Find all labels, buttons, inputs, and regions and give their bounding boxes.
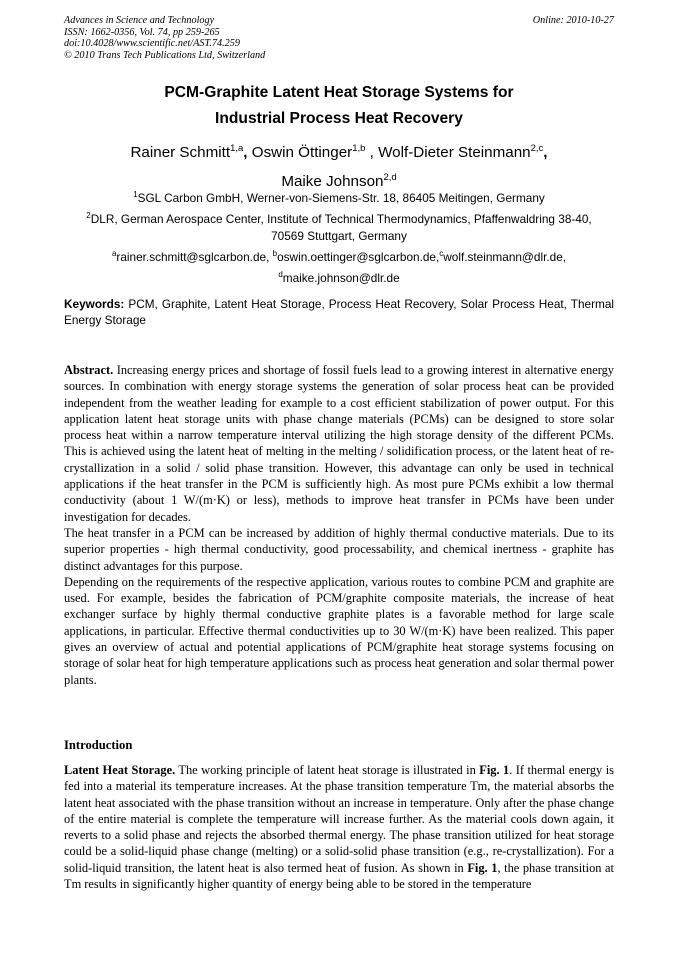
abstract-paragraph-2: The heat transfer in a PCM can be increased by addition of highly thermal conductive materials. Due to its superior properties - high thermal conductivity, good processability, and chemical inertness - graphite has distinct advantages for this purpose. <box>64 525 614 573</box>
subsection-label: Latent Heat Storage. <box>64 763 176 777</box>
keywords-label: Keywords: <box>64 297 125 311</box>
abstract <box>64 362 614 688</box>
intro-text: , the phase transition at Tm results in significantly higher quantity of energy being able to be stored in the temperature <box>64 860 614 892</box>
affiliation-text: 70569 Stuttgart, Germany <box>271 229 407 244</box>
keywords <box>64 296 614 328</box>
author-sup: 1,a <box>230 143 244 154</box>
title-line-2: Industrial Process Heat Recovery <box>215 110 463 127</box>
email-sup: c <box>439 249 444 258</box>
abstract-label: Abstract. <box>64 363 114 377</box>
abstract-paragraph-3: Depending on the requirements of the respective application, various routes to combine PCM and graphite are used. For example, besides the fabrication of PCM/graphite composite materials, the increase of heat exchanger surface by highly thermal conductive graphite plates is a favorable method for large scale applications, in particular. Effective thermal conductivities up to 30 W/(m·K) have been realized. This paper gives an overview of actual and potential applications of PCM/graphite heat storage systems focusing on storage of solar heat for high temperature applications such as process heat generation and solar thermal power plants. <box>64 574 614 687</box>
email-sup: d <box>278 270 283 280</box>
author-sup: 2,c <box>530 143 544 154</box>
authors-line-1: Rainer Schmitt$^{1,a}$, Oswin Öttinger$^{1,b}$ , Wolf-Dieter Steinmann$^{2,c}$, <box>130 143 548 162</box>
email-link[interactable]: maike.johnson@dlr.de <box>282 271 400 286</box>
intro-text: . If thermal energy is fed into a material its temperature increases. At the phase transition temperature Tm, the material absorbs the latent heat associated with the phase transition without an increase in temperature. Only after the phase change of the entire material is complete the temperature will increase further. As the material cools down again, it reverts to a solid phase and rejects the absorbed thermal energy. The phase transition utilized for heat storage could be a solid-liquid phase change (melting) or a solid-solid phase transition (e.g., re-crystallization). For a solid-liquid transition, the latent heat is also termed heat of fusion. As shown in <box>64 763 614 875</box>
author-name: Wolf-Dieter Steinmann <box>378 144 531 162</box>
email-link[interactable]: wolf.steinmann@dlr.de, <box>443 249 567 264</box>
intro-text: The working principle of latent heat storage is illustrated in <box>178 763 476 777</box>
affiliation-1 <box>64 186 614 207</box>
title-line-1: PCM-Graphite Latent Heat Storage Systems for <box>164 84 514 101</box>
email-sup: b <box>272 249 278 258</box>
keywords-text: PCM, Graphite, Latent Heat Storage, Process Heat Recovery, Solar Process Heat, Thermal Energy Storage <box>64 297 615 327</box>
affiliation-sup: 1 <box>133 190 138 199</box>
affiliation-2 <box>64 207 614 246</box>
author-sup: 2,d <box>383 172 397 184</box>
journal-info <box>64 15 424 61</box>
section-heading-introduction: Introduction <box>64 738 133 752</box>
author-name: Oswin Öttinger <box>251 144 353 162</box>
email-link[interactable]: rainer.schmitt@sglcarbon.de, <box>116 249 270 264</box>
affiliation-sup: 2 <box>86 211 91 220</box>
copyright-line: © 2010 Trans Tech Publications Ltd, Switzerland <box>64 49 266 61</box>
doi-line: doi:10.4028/www.scientific.net/AST.74.259 <box>64 38 240 50</box>
author-emails <box>64 245 614 288</box>
email-sup: a <box>111 249 117 258</box>
email-link[interactable]: oswin.oettinger@sglcarbon.de, <box>277 249 440 264</box>
affiliation-text: DLR, German Aerospace Center, Institute of Technical Thermodynamics, Pfaffenwaldring 38-40, <box>90 211 592 226</box>
figure-reference[interactable]: Fig. 1 <box>479 763 510 777</box>
affiliation-text: SGL Carbon GmbH, Werner-von-Siemens-Str. 18, 86405 Meitingen, Germany <box>137 190 545 205</box>
issn-line: ISSN: 1662-0356, Vol. 74, pp 259-265 <box>64 26 220 38</box>
journal-name: Advances in Science and Technology <box>64 15 215 26</box>
author-name: Rainer Schmitt <box>130 144 231 162</box>
figure-reference[interactable]: Fig. 1 <box>467 860 498 875</box>
author-sup: 1,b <box>352 143 366 154</box>
paper-title <box>64 80 614 132</box>
abstract-paragraph-1: Increasing energy prices and shortage of fossil fuels lead to a growing interest in alternative energy sources. In combination with energy storage systems the generation of solar process heat can be provided independent from the weather leading for example to a cost efficient stabilization of power output. For this application latent heat storage units with phase change materials (PCMs) can be designed to store solar process heat within a narrow temperature interval utilizing the high storage density of the different PCMs. This is achieved using the latent heat of melting in the melting / solidification process, or the latent heat of re-crystallization in a solid / solid phase transition. However, this advantage can only be used in technical applications if the heat transfer in the PCM is sufficiently high. As most pure PCMs exhibit a low thermal conductivity (about 1 W/(m·K) or less), methods to improve heat transfer in PCMs have been under investigation for decades. <box>64 363 614 524</box>
introduction-body <box>64 762 614 892</box>
online-date: Online: 2010-10-27 <box>532 15 614 26</box>
author-name: Maike Johnson <box>281 173 384 191</box>
